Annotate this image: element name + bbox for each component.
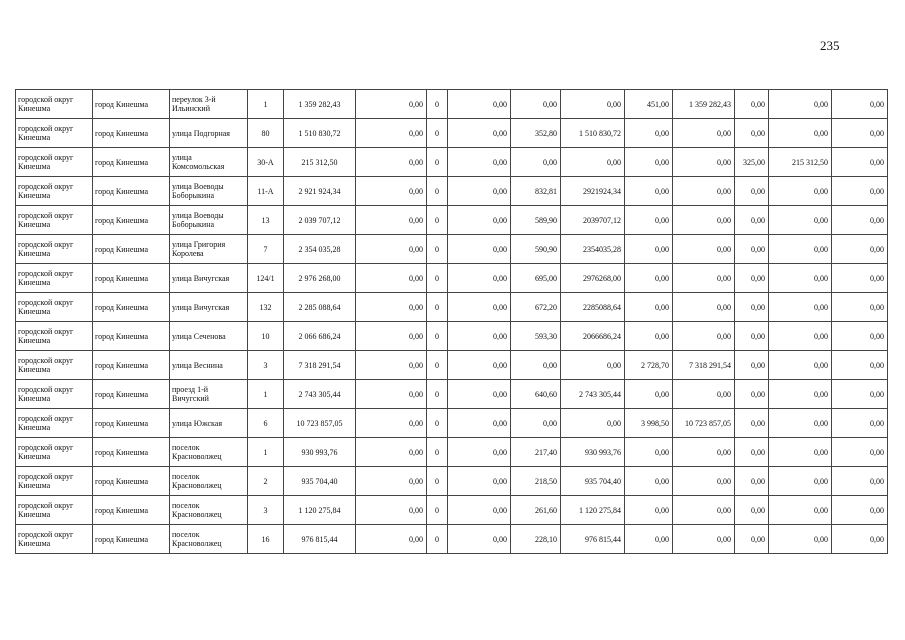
table-row (16, 525, 888, 554)
area-b-cell: 0,00 (625, 148, 673, 177)
col-7-cell: 0 (427, 496, 448, 525)
total-cost-cell: 2 066 686,24 (284, 322, 356, 351)
cost-b-cell: 0,00 (673, 148, 735, 177)
municipality-cell: городской округ Кинешма (16, 293, 93, 322)
total-cost-cell: 2 743 305,44 (284, 380, 356, 409)
area-b-cell: 2 728,70 (625, 351, 673, 380)
cost-c-cell: 0,00 (769, 119, 832, 148)
col-15-cell: 0,00 (832, 119, 888, 148)
col-6-cell: 0,00 (356, 119, 427, 148)
cost-a-cell: 976 815,44 (561, 525, 625, 554)
cost-b-cell: 0,00 (673, 322, 735, 351)
col-8-cell: 0,00 (448, 322, 511, 351)
col-6-cell: 0,00 (356, 438, 427, 467)
total-cost-cell: 930 993,76 (284, 438, 356, 467)
cost-b-cell: 0,00 (673, 293, 735, 322)
settlement-cell: город Кинешма (93, 293, 170, 322)
cost-c-cell: 0,00 (769, 525, 832, 554)
cost-b-cell: 0,00 (673, 496, 735, 525)
cost-b-cell: 0,00 (673, 467, 735, 496)
col-6-cell: 0,00 (356, 235, 427, 264)
street-cell: улица Комсомольская (170, 148, 248, 177)
cost-a-cell: 935 704,40 (561, 467, 625, 496)
col-15-cell: 0,00 (832, 467, 888, 496)
house-number-cell: 3 (248, 351, 284, 380)
house-number-cell: 1 (248, 90, 284, 119)
col-6-cell: 0,00 (356, 148, 427, 177)
col-6-cell: 0,00 (356, 90, 427, 119)
col-7-cell: 0 (427, 90, 448, 119)
area-a-cell: 217,40 (511, 438, 561, 467)
house-number-cell: 16 (248, 525, 284, 554)
area-b-cell: 0,00 (625, 496, 673, 525)
area-c-cell: 0,00 (735, 351, 769, 380)
area-b-cell: 0,00 (625, 235, 673, 264)
area-b-cell: 451,00 (625, 90, 673, 119)
area-b-cell: 0,00 (625, 119, 673, 148)
col-6-cell: 0,00 (356, 177, 427, 206)
col-6-cell: 0,00 (356, 206, 427, 235)
area-c-cell: 0,00 (735, 177, 769, 206)
house-number-cell: 1 (248, 380, 284, 409)
house-number-cell: 30-А (248, 148, 284, 177)
area-a-cell: 640,60 (511, 380, 561, 409)
col-7-cell: 0 (427, 293, 448, 322)
table-body (16, 90, 888, 554)
settlement-cell: город Кинешма (93, 409, 170, 438)
municipality-cell: городской округ Кинешма (16, 496, 93, 525)
cost-b-cell: 0,00 (673, 264, 735, 293)
area-a-cell: 218,50 (511, 467, 561, 496)
cost-b-cell: 0,00 (673, 380, 735, 409)
col-8-cell: 0,00 (448, 177, 511, 206)
cost-c-cell: 0,00 (769, 293, 832, 322)
cost-b-cell: 0,00 (673, 206, 735, 235)
area-c-cell: 0,00 (735, 467, 769, 496)
municipality-cell: городской округ Кинешма (16, 119, 93, 148)
table-row (16, 235, 888, 264)
total-cost-cell: 2 285 088,64 (284, 293, 356, 322)
total-cost-cell: 2 354 035,28 (284, 235, 356, 264)
cost-c-cell: 0,00 (769, 409, 832, 438)
municipality-cell: городской округ Кинешма (16, 90, 93, 119)
street-cell: улица Вичугская (170, 264, 248, 293)
col-6-cell: 0,00 (356, 525, 427, 554)
col-8-cell: 0,00 (448, 264, 511, 293)
total-cost-cell: 1 359 282,43 (284, 90, 356, 119)
area-b-cell: 0,00 (625, 525, 673, 554)
cost-a-cell: 1 510 830,72 (561, 119, 625, 148)
table-row (16, 119, 888, 148)
cost-b-cell: 0,00 (673, 525, 735, 554)
cost-a-cell: 2285088,64 (561, 293, 625, 322)
area-b-cell: 3 998,50 (625, 409, 673, 438)
settlement-cell: город Кинешма (93, 380, 170, 409)
page-number: 235 (820, 38, 840, 53)
col-6-cell: 0,00 (356, 467, 427, 496)
total-cost-cell: 1 510 830,72 (284, 119, 356, 148)
area-c-cell: 0,00 (735, 90, 769, 119)
table-row (16, 467, 888, 496)
house-number-cell: 10 (248, 322, 284, 351)
area-a-cell: 0,00 (511, 409, 561, 438)
house-number-cell: 1 (248, 438, 284, 467)
cost-c-cell: 0,00 (769, 177, 832, 206)
cost-b-cell: 1 359 282,43 (673, 90, 735, 119)
col-7-cell: 0 (427, 148, 448, 177)
house-number-cell: 80 (248, 119, 284, 148)
table-row (16, 322, 888, 351)
area-b-cell: 0,00 (625, 322, 673, 351)
col-15-cell: 0,00 (832, 235, 888, 264)
col-8-cell: 0,00 (448, 438, 511, 467)
total-cost-cell: 935 704,40 (284, 467, 356, 496)
col-15-cell: 0,00 (832, 90, 888, 119)
street-cell: проезд 1-й Вичугский (170, 380, 248, 409)
col-6-cell: 0,00 (356, 380, 427, 409)
street-cell: улица Вичугская (170, 293, 248, 322)
street-cell: улица Подгорная (170, 119, 248, 148)
house-number-cell: 132 (248, 293, 284, 322)
total-cost-cell: 215 312,50 (284, 148, 356, 177)
street-cell: улица Веснина (170, 351, 248, 380)
cost-c-cell: 0,00 (769, 235, 832, 264)
cost-c-cell: 215 312,50 (769, 148, 832, 177)
municipality-cell: городской округ Кинешма (16, 467, 93, 496)
cost-a-cell: 2976268,00 (561, 264, 625, 293)
municipality-cell: городской округ Кинешма (16, 177, 93, 206)
settlement-cell: город Кинешма (93, 496, 170, 525)
municipality-cell: городской округ Кинешма (16, 148, 93, 177)
table-row (16, 148, 888, 177)
area-a-cell: 695,00 (511, 264, 561, 293)
col-8-cell: 0,00 (448, 293, 511, 322)
table-row (16, 380, 888, 409)
area-b-cell: 0,00 (625, 380, 673, 409)
col-7-cell: 0 (427, 409, 448, 438)
area-c-cell: 0,00 (735, 206, 769, 235)
area-a-cell: 589,90 (511, 206, 561, 235)
street-cell: поселок Красноволжец (170, 438, 248, 467)
col-8-cell: 0,00 (448, 409, 511, 438)
total-cost-cell: 10 723 857,05 (284, 409, 356, 438)
cost-a-cell: 0,00 (561, 351, 625, 380)
col-8-cell: 0,00 (448, 90, 511, 119)
municipality-cell: городской округ Кинешма (16, 380, 93, 409)
col-8-cell: 0,00 (448, 496, 511, 525)
area-c-cell: 325,00 (735, 148, 769, 177)
col-7-cell: 0 (427, 322, 448, 351)
cost-a-cell: 2921924,34 (561, 177, 625, 206)
area-c-cell: 0,00 (735, 119, 769, 148)
settlement-cell: город Кинешма (93, 177, 170, 206)
municipality-cell: городской округ Кинешма (16, 264, 93, 293)
area-c-cell: 0,00 (735, 293, 769, 322)
house-number-cell: 6 (248, 409, 284, 438)
col-15-cell: 0,00 (832, 264, 888, 293)
municipality-cell: городской округ Кинешма (16, 525, 93, 554)
settlement-cell: город Кинешма (93, 119, 170, 148)
area-c-cell: 0,00 (735, 525, 769, 554)
table-row (16, 206, 888, 235)
municipality-cell: городской округ Кинешма (16, 409, 93, 438)
house-number-cell: 11-А (248, 177, 284, 206)
col-6-cell: 0,00 (356, 496, 427, 525)
area-a-cell: 261,60 (511, 496, 561, 525)
house-number-cell: 2 (248, 467, 284, 496)
area-c-cell: 0,00 (735, 496, 769, 525)
settlement-cell: город Кинешма (93, 148, 170, 177)
house-number-cell: 3 (248, 496, 284, 525)
cost-a-cell: 2066686,24 (561, 322, 625, 351)
cost-a-cell: 0,00 (561, 90, 625, 119)
area-a-cell: 590,90 (511, 235, 561, 264)
cost-c-cell: 0,00 (769, 351, 832, 380)
col-15-cell: 0,00 (832, 409, 888, 438)
col-8-cell: 0,00 (448, 119, 511, 148)
cost-c-cell: 0,00 (769, 90, 832, 119)
col-15-cell: 0,00 (832, 206, 888, 235)
street-cell: поселок Красноволжец (170, 496, 248, 525)
cost-a-cell: 0,00 (561, 148, 625, 177)
cost-c-cell: 0,00 (769, 206, 832, 235)
data-table (15, 89, 888, 554)
cost-a-cell: 2 743 305,44 (561, 380, 625, 409)
col-6-cell: 0,00 (356, 293, 427, 322)
area-b-cell: 0,00 (625, 177, 673, 206)
area-a-cell: 593,30 (511, 322, 561, 351)
street-cell: переулок 3-й Ильинский (170, 90, 248, 119)
total-cost-cell: 7 318 291,54 (284, 351, 356, 380)
table-row (16, 438, 888, 467)
table-row (16, 496, 888, 525)
area-c-cell: 0,00 (735, 409, 769, 438)
cost-c-cell: 0,00 (769, 438, 832, 467)
table-row (16, 177, 888, 206)
cost-b-cell: 10 723 857,05 (673, 409, 735, 438)
settlement-cell: город Кинешма (93, 351, 170, 380)
area-b-cell: 0,00 (625, 206, 673, 235)
col-8-cell: 0,00 (448, 380, 511, 409)
cost-c-cell: 0,00 (769, 496, 832, 525)
cost-b-cell: 0,00 (673, 177, 735, 206)
municipality-cell: городской округ Кинешма (16, 206, 93, 235)
cost-b-cell: 0,00 (673, 119, 735, 148)
area-a-cell: 832,81 (511, 177, 561, 206)
table-row (16, 264, 888, 293)
municipality-cell: городской округ Кинешма (16, 322, 93, 351)
area-a-cell: 0,00 (511, 90, 561, 119)
cost-a-cell: 0,00 (561, 409, 625, 438)
street-cell: поселок Красноволжец (170, 525, 248, 554)
col-6-cell: 0,00 (356, 322, 427, 351)
total-cost-cell: 976 815,44 (284, 525, 356, 554)
area-a-cell: 672,20 (511, 293, 561, 322)
col-8-cell: 0,00 (448, 148, 511, 177)
settlement-cell: город Кинешма (93, 525, 170, 554)
col-6-cell: 0,00 (356, 264, 427, 293)
street-cell: улица Южская (170, 409, 248, 438)
area-c-cell: 0,00 (735, 438, 769, 467)
settlement-cell: город Кинешма (93, 206, 170, 235)
area-a-cell: 228,10 (511, 525, 561, 554)
col-8-cell: 0,00 (448, 235, 511, 264)
col-7-cell: 0 (427, 380, 448, 409)
col-8-cell: 0,00 (448, 206, 511, 235)
table-row (16, 351, 888, 380)
col-7-cell: 0 (427, 351, 448, 380)
col-8-cell: 0,00 (448, 525, 511, 554)
table-row (16, 293, 888, 322)
street-cell: улица Григория Королева (170, 235, 248, 264)
col-6-cell: 0,00 (356, 409, 427, 438)
cost-b-cell: 0,00 (673, 438, 735, 467)
area-b-cell: 0,00 (625, 293, 673, 322)
settlement-cell: город Кинешма (93, 438, 170, 467)
col-15-cell: 0,00 (832, 496, 888, 525)
col-8-cell: 0,00 (448, 351, 511, 380)
col-15-cell: 0,00 (832, 351, 888, 380)
cost-c-cell: 0,00 (769, 322, 832, 351)
col-6-cell: 0,00 (356, 351, 427, 380)
street-cell: улица Сеченова (170, 322, 248, 351)
house-number-cell: 13 (248, 206, 284, 235)
total-cost-cell: 2 976 268,00 (284, 264, 356, 293)
col-15-cell: 0,00 (832, 438, 888, 467)
cost-a-cell: 1 120 275,84 (561, 496, 625, 525)
area-a-cell: 352,80 (511, 119, 561, 148)
total-cost-cell: 2 039 707,12 (284, 206, 356, 235)
street-cell: улица Воеводы Боборыкина (170, 206, 248, 235)
municipality-cell: городской округ Кинешма (16, 438, 93, 467)
cost-c-cell: 0,00 (769, 467, 832, 496)
col-7-cell: 0 (427, 177, 448, 206)
area-b-cell: 0,00 (625, 264, 673, 293)
cost-a-cell: 930 993,76 (561, 438, 625, 467)
settlement-cell: город Кинешма (93, 235, 170, 264)
cost-c-cell: 0,00 (769, 380, 832, 409)
total-cost-cell: 2 921 924,34 (284, 177, 356, 206)
col-7-cell: 0 (427, 119, 448, 148)
table-row (16, 409, 888, 438)
settlement-cell: город Кинешма (93, 90, 170, 119)
col-7-cell: 0 (427, 235, 448, 264)
col-15-cell: 0,00 (832, 148, 888, 177)
area-c-cell: 0,00 (735, 380, 769, 409)
street-cell: улица Воеводы Боборыкина (170, 177, 248, 206)
table-row (16, 90, 888, 119)
col-15-cell: 0,00 (832, 525, 888, 554)
col-8-cell: 0,00 (448, 467, 511, 496)
area-a-cell: 0,00 (511, 351, 561, 380)
col-15-cell: 0,00 (832, 380, 888, 409)
total-cost-cell: 1 120 275,84 (284, 496, 356, 525)
area-b-cell: 0,00 (625, 467, 673, 496)
col-15-cell: 0,00 (832, 293, 888, 322)
house-number-cell: 7 (248, 235, 284, 264)
col-7-cell: 0 (427, 206, 448, 235)
area-b-cell: 0,00 (625, 438, 673, 467)
settlement-cell: город Кинешма (93, 264, 170, 293)
cost-a-cell: 2354035,28 (561, 235, 625, 264)
area-c-cell: 0,00 (735, 322, 769, 351)
area-c-cell: 0,00 (735, 264, 769, 293)
col-7-cell: 0 (427, 467, 448, 496)
cost-b-cell: 0,00 (673, 235, 735, 264)
cost-b-cell: 7 318 291,54 (673, 351, 735, 380)
municipality-cell: городской округ Кинешма (16, 351, 93, 380)
settlement-cell: город Кинешма (93, 467, 170, 496)
house-number-cell: 124/1 (248, 264, 284, 293)
col-7-cell: 0 (427, 264, 448, 293)
street-cell: поселок Красноволжец (170, 467, 248, 496)
cost-c-cell: 0,00 (769, 264, 832, 293)
area-a-cell: 0,00 (511, 148, 561, 177)
col-15-cell: 0,00 (832, 322, 888, 351)
col-7-cell: 0 (427, 525, 448, 554)
col-15-cell: 0,00 (832, 177, 888, 206)
settlement-cell: город Кинешма (93, 322, 170, 351)
cost-a-cell: 2039707,12 (561, 206, 625, 235)
municipality-cell: городской округ Кинешма (16, 235, 93, 264)
area-c-cell: 0,00 (735, 235, 769, 264)
col-7-cell: 0 (427, 438, 448, 467)
